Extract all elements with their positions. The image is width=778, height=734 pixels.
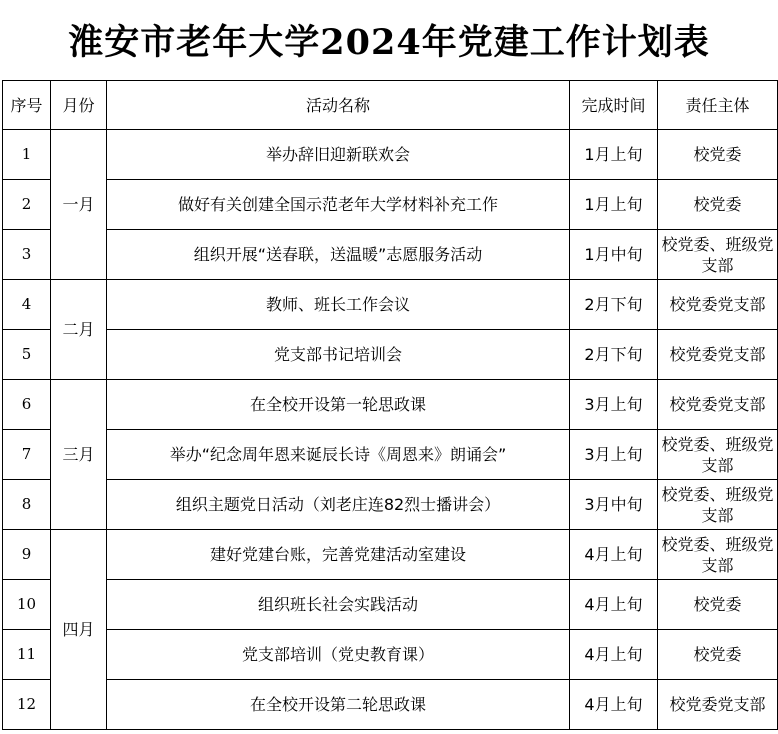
activity-cell: 举办辞旧迎新联欢会 (107, 130, 570, 180)
table-row (3, 280, 778, 330)
owner-cell: 校党委、班级党支部 (658, 480, 778, 530)
time-cell: 2月下旬 (570, 280, 658, 330)
owner-cell: 校党委、班级党支部 (658, 430, 778, 480)
owner-cell: 校党委、班级党支部 (658, 230, 778, 280)
table-row (3, 430, 778, 480)
owner-cell: 校党委党支部 (658, 380, 778, 430)
time-cell: 4月上旬 (570, 580, 658, 630)
header-owner: 责任主体 (658, 81, 778, 130)
owner-cell: 校党委 (658, 630, 778, 680)
month-cell: 二月 (51, 280, 107, 380)
owner-cell: 校党委党支部 (658, 680, 778, 730)
owner-cell: 校党委 (658, 130, 778, 180)
page-title: 淮安市老年大学2024年党建工作计划表 (68, 22, 710, 63)
row-number: 11 (3, 630, 51, 680)
header-row (3, 81, 778, 130)
time-cell: 3月上旬 (570, 380, 658, 430)
time-cell: 3月中旬 (570, 480, 658, 530)
activity-cell: 组织开展“送春联，送温暖”志愿服务活动 (107, 230, 570, 280)
row-number: 2 (3, 180, 51, 230)
time-cell: 1月上旬 (570, 180, 658, 230)
table-row (3, 180, 778, 230)
table-row (3, 680, 778, 730)
table-row (3, 380, 778, 430)
owner-cell: 校党委党支部 (658, 280, 778, 330)
time-cell: 4月上旬 (570, 680, 658, 730)
activity-cell: 党支部书记培训会 (107, 330, 570, 380)
activity-cell: 组织班长社会实践活动 (107, 580, 570, 630)
row-number: 8 (3, 480, 51, 530)
row-number: 7 (3, 430, 51, 480)
header-month: 月份 (51, 81, 107, 130)
activity-cell: 举办“纪念周年恩来诞辰长诗《周恩来》朗诵会” (107, 430, 570, 480)
table-row (3, 580, 778, 630)
row-number: 10 (3, 580, 51, 630)
activity-cell: 组织主题党日活动（刘老庄连82烈士播讲会） (107, 480, 570, 530)
row-number: 3 (3, 230, 51, 280)
month-cell: 三月 (51, 380, 107, 530)
owner-cell: 校党委、班级党支部 (658, 530, 778, 580)
row-number: 1 (3, 130, 51, 180)
time-cell: 1月上旬 (570, 130, 658, 180)
row-number: 12 (3, 680, 51, 730)
month-cell: 一月 (51, 130, 107, 280)
activity-cell: 做好有关创建全国示范老年大学材料补充工作 (107, 180, 570, 230)
header-time: 完成时间 (570, 81, 658, 130)
activity-cell: 在全校开设第二轮思政课 (107, 680, 570, 730)
owner-cell: 校党委 (658, 580, 778, 630)
activity-cell: 在全校开设第一轮思政课 (107, 380, 570, 430)
table-row (3, 630, 778, 680)
owner-cell: 校党委 (658, 180, 778, 230)
time-cell: 4月上旬 (570, 530, 658, 580)
table-row (3, 330, 778, 380)
owner-cell: 校党委党支部 (658, 330, 778, 380)
row-number: 6 (3, 380, 51, 430)
time-cell: 1月中旬 (570, 230, 658, 280)
header-activity: 活动名称 (107, 81, 570, 130)
row-number: 5 (3, 330, 51, 380)
time-cell: 4月上旬 (570, 630, 658, 680)
activity-cell: 教师、班长工作会议 (107, 280, 570, 330)
table-row (3, 480, 778, 530)
activity-cell: 党支部培训（党史教育课） (107, 630, 570, 680)
row-number: 4 (3, 280, 51, 330)
header-no: 序号 (3, 81, 51, 130)
table-row (3, 130, 778, 180)
work-plan-table (2, 80, 778, 730)
table-row (3, 530, 778, 580)
time-cell: 3月上旬 (570, 430, 658, 480)
activity-cell: 建好党建台账，完善党建活动室建设 (107, 530, 570, 580)
time-cell: 2月下旬 (570, 330, 658, 380)
row-number: 9 (3, 530, 51, 580)
table-row (3, 230, 778, 280)
month-cell: 四月 (51, 530, 107, 730)
